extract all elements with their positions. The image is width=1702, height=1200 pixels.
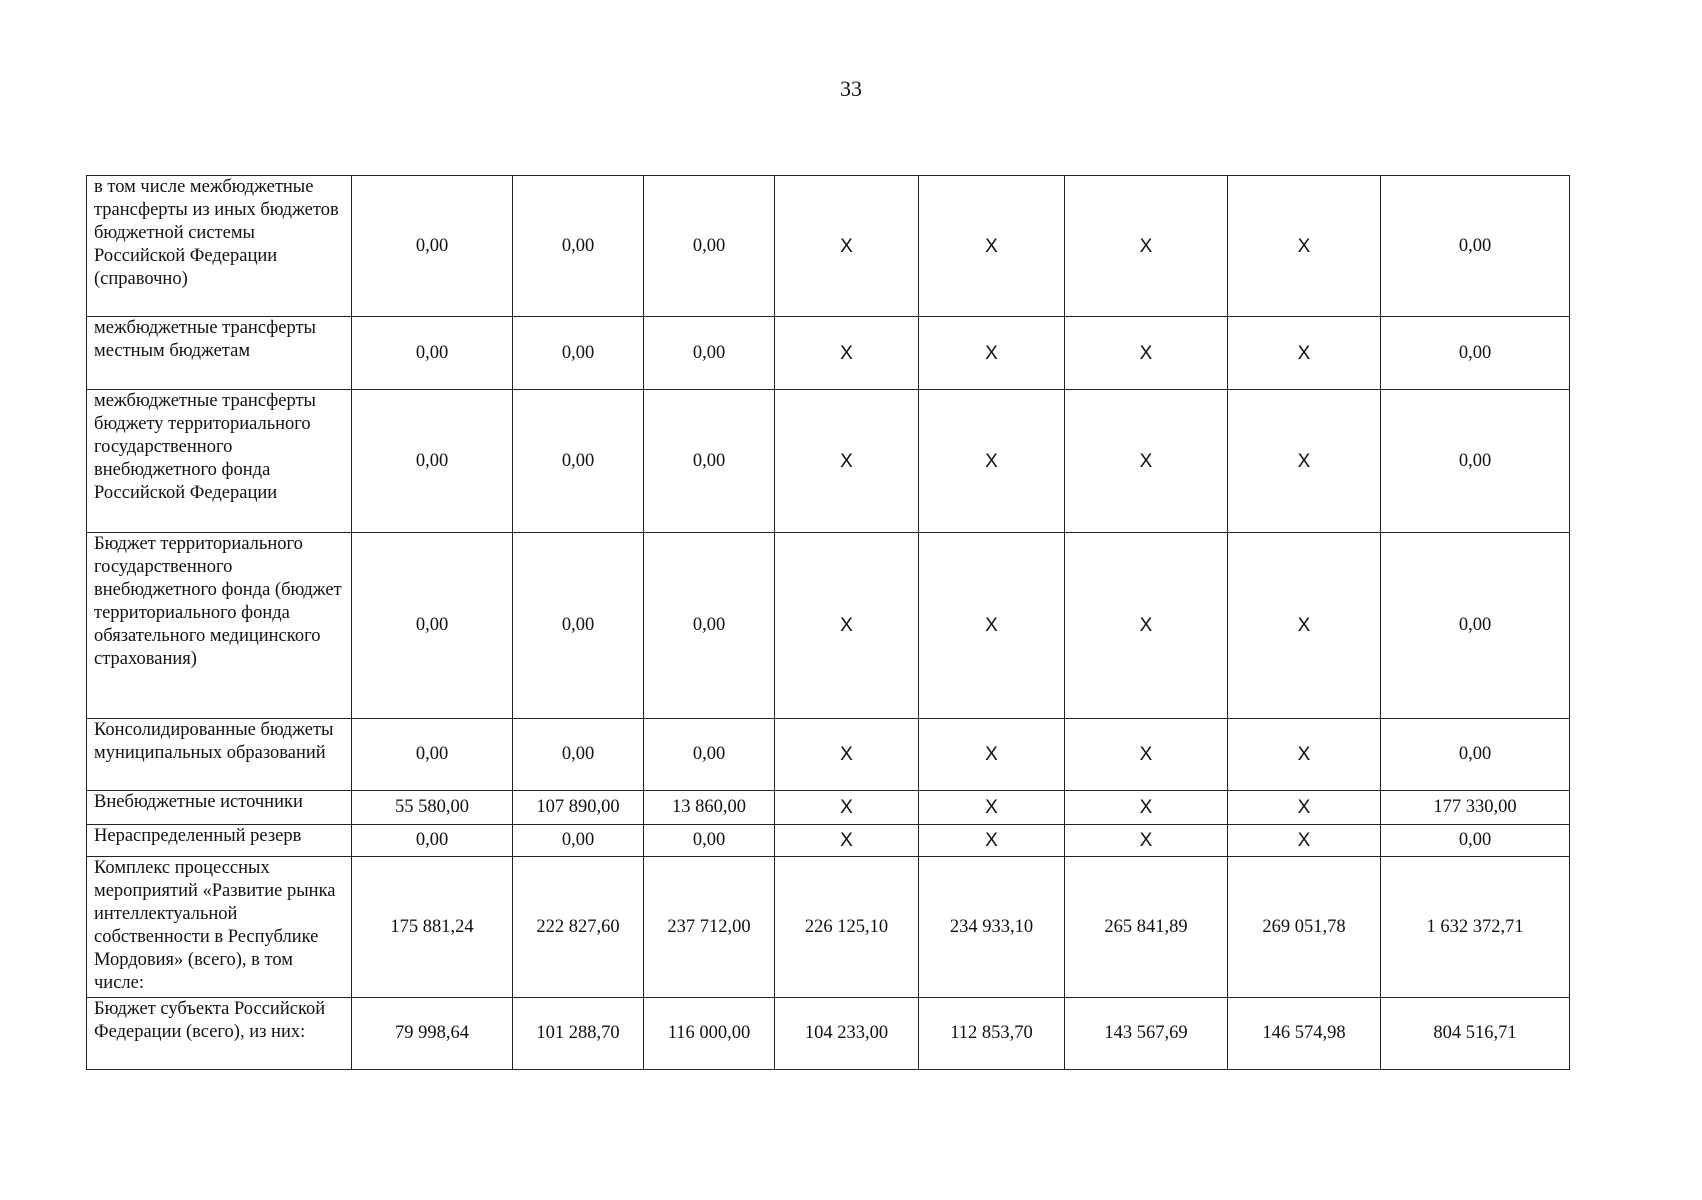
value-cell: Х xyxy=(919,533,1065,719)
value-cell: Х xyxy=(919,719,1065,791)
table-row xyxy=(87,317,1570,390)
value-cell: 0,00 xyxy=(1381,317,1570,390)
value-cell: 0,00 xyxy=(1381,825,1570,857)
value-cell: Х xyxy=(1065,176,1228,317)
value-cell: Х xyxy=(1228,533,1381,719)
value-cell: Х xyxy=(1065,533,1228,719)
value-cell: Х xyxy=(919,176,1065,317)
value-cell: 0,00 xyxy=(644,719,775,791)
value-cell: Х xyxy=(1228,791,1381,825)
value-cell: 222 827,60 xyxy=(513,857,644,998)
value-cell: 0,00 xyxy=(352,533,513,719)
value-cell: Х xyxy=(775,825,919,857)
value-cell: 13 860,00 xyxy=(644,791,775,825)
value-cell: 0,00 xyxy=(1381,390,1570,533)
value-cell: Х xyxy=(1065,317,1228,390)
value-cell: Х xyxy=(1065,719,1228,791)
table-row xyxy=(87,719,1570,791)
value-cell: 265 841,89 xyxy=(1065,857,1228,998)
value-cell: Х xyxy=(775,176,919,317)
value-cell: 146 574,98 xyxy=(1228,998,1381,1070)
row-label: межбюджетные трансферты местным бюджетам xyxy=(87,317,352,390)
value-cell: 0,00 xyxy=(644,825,775,857)
value-cell: 101 288,70 xyxy=(513,998,644,1070)
value-cell: 0,00 xyxy=(644,533,775,719)
value-cell: 0,00 xyxy=(1381,176,1570,317)
table-row xyxy=(87,791,1570,825)
value-cell: 0,00 xyxy=(513,176,644,317)
value-cell: Х xyxy=(775,719,919,791)
table-row xyxy=(87,176,1570,317)
value-cell: 143 567,69 xyxy=(1065,998,1228,1070)
table-row xyxy=(87,533,1570,719)
value-cell: Х xyxy=(1065,791,1228,825)
value-cell: Х xyxy=(775,533,919,719)
value-cell: 269 051,78 xyxy=(1228,857,1381,998)
row-label: Бюджет территориального государственного внебюджетного фонда (бюджет территориального фонда обязательного медицинского страхования) xyxy=(87,533,352,719)
value-cell: 0,00 xyxy=(352,390,513,533)
value-cell: Х xyxy=(775,390,919,533)
value-cell: 0,00 xyxy=(352,317,513,390)
value-cell: Х xyxy=(1228,825,1381,857)
value-cell: 0,00 xyxy=(352,176,513,317)
value-cell: Х xyxy=(1065,825,1228,857)
row-label: Внебюджетные источники xyxy=(87,791,352,825)
value-cell: Х xyxy=(775,317,919,390)
value-cell: 0,00 xyxy=(352,825,513,857)
value-cell: 0,00 xyxy=(1381,719,1570,791)
value-cell: 804 516,71 xyxy=(1381,998,1570,1070)
row-label: Комплекс процессных мероприятий «Развитие рынка интеллектуальной собственности в Республике Мордовия» (всего), в том числе: xyxy=(87,857,352,998)
value-cell: 237 712,00 xyxy=(644,857,775,998)
row-label: Нераспределенный резерв xyxy=(87,825,352,857)
value-cell: 107 890,00 xyxy=(513,791,644,825)
value-cell: 0,00 xyxy=(513,317,644,390)
table-row xyxy=(87,825,1570,857)
value-cell: 1 632 372,71 xyxy=(1381,857,1570,998)
value-cell: 0,00 xyxy=(644,317,775,390)
value-cell: 175 881,24 xyxy=(352,857,513,998)
value-cell: Х xyxy=(1065,390,1228,533)
value-cell: Х xyxy=(919,390,1065,533)
value-cell: 226 125,10 xyxy=(775,857,919,998)
value-cell: 112 853,70 xyxy=(919,998,1065,1070)
value-cell: 0,00 xyxy=(513,719,644,791)
value-cell: 116 000,00 xyxy=(644,998,775,1070)
value-cell: Х xyxy=(1228,176,1381,317)
value-cell: Х xyxy=(1228,719,1381,791)
value-cell: Х xyxy=(1228,390,1381,533)
budget-table xyxy=(86,175,1570,1070)
table-row xyxy=(87,998,1570,1070)
value-cell: Х xyxy=(919,825,1065,857)
value-cell: 234 933,10 xyxy=(919,857,1065,998)
value-cell: 0,00 xyxy=(1381,533,1570,719)
table-row xyxy=(87,857,1570,998)
value-cell: 0,00 xyxy=(513,390,644,533)
row-label: Бюджет субъекта Российской Федерации (всего), из них: xyxy=(87,998,352,1070)
value-cell: 79 998,64 xyxy=(352,998,513,1070)
value-cell: 0,00 xyxy=(352,719,513,791)
value-cell: 177 330,00 xyxy=(1381,791,1570,825)
table-row xyxy=(87,390,1570,533)
value-cell: Х xyxy=(1228,317,1381,390)
value-cell: 0,00 xyxy=(513,533,644,719)
value-cell: Х xyxy=(919,317,1065,390)
row-label: в том числе межбюджетные трансферты из иных бюджетов бюджетной системы Российской Федерации (справочно) xyxy=(87,176,352,317)
value-cell: 104 233,00 xyxy=(775,998,919,1070)
value-cell: 0,00 xyxy=(644,176,775,317)
row-label: Консолидированные бюджеты муниципальных образований xyxy=(87,719,352,791)
value-cell: Х xyxy=(775,791,919,825)
value-cell: 0,00 xyxy=(644,390,775,533)
value-cell: Х xyxy=(919,791,1065,825)
value-cell: 55 580,00 xyxy=(352,791,513,825)
page-number: 33 xyxy=(840,76,862,101)
value-cell: 0,00 xyxy=(513,825,644,857)
row-label: межбюджетные трансферты бюджету территориального государственного внебюджетного фонда Российской Федерации xyxy=(87,390,352,533)
